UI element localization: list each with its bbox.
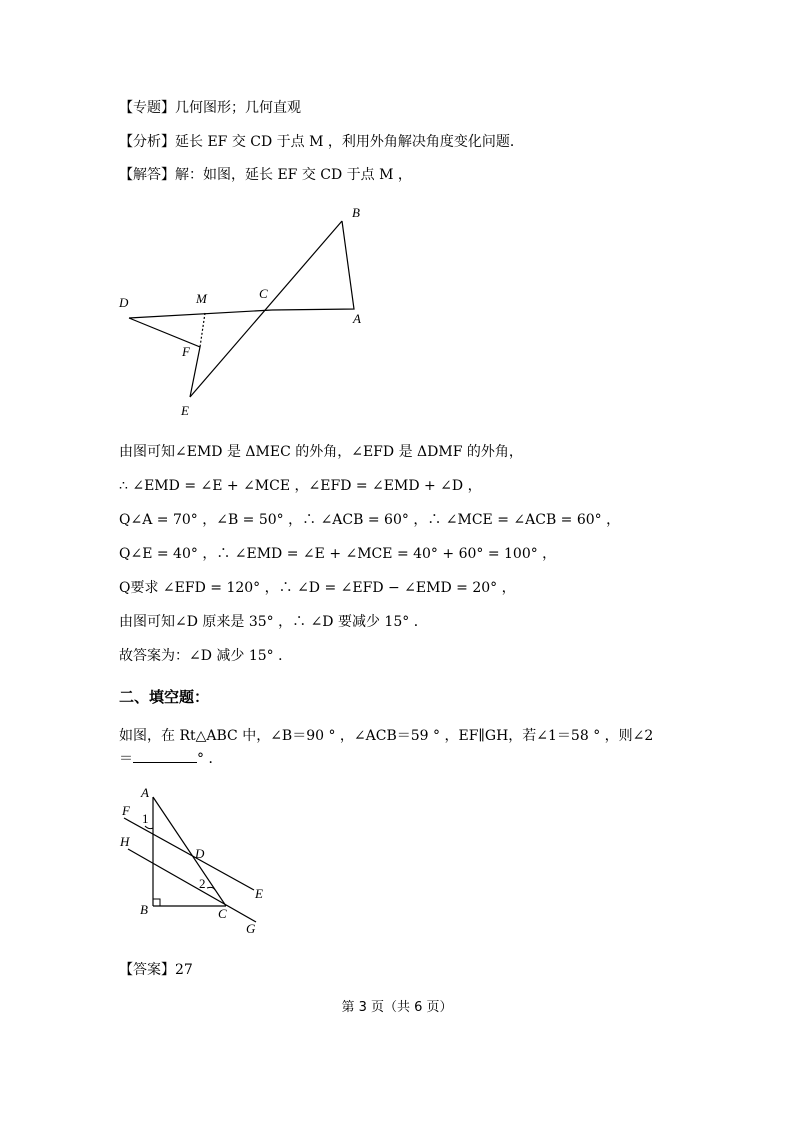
topic-line [119,99,301,117]
line-ef [124,818,254,890]
label-b2: B [140,902,148,917]
label-f2: F [122,803,130,818]
solution-text: 解：如图，延长 EF 交 CD 于点 M ， [175,167,412,183]
label-c2: C [218,906,227,921]
label-b: B [352,205,360,220]
question-suffix: ° ． [197,751,223,767]
solution-tag: 【解答】 [119,167,175,183]
label-a: A [353,311,361,326]
label-d2: D [195,846,205,861]
answer-blank [133,748,197,763]
solution-line [119,166,412,184]
label-c: C [259,286,268,301]
topic-tag: 【专题】 [119,100,175,116]
answer-value: 27 [175,962,193,978]
answer-line [119,961,193,979]
label-a2: A [141,785,149,800]
label-2: 2 [199,876,206,891]
figure-2-diagram [110,780,280,940]
right-angle-mark [153,899,160,906]
section-title: 二、填空题： [119,688,210,706]
analysis-line [119,133,524,151]
label-e: E [181,403,189,418]
step-6: 由图可知∠D 原来是 35° ，∴ ∠D 要减少 15° ． [119,614,428,630]
analysis-text: 延长 EF 交 CD 于点 M ，利用外角解决角度变化问题． [175,134,524,150]
angle-1-arc [145,826,153,829]
step-1: 由图可知∠EMD 是 ΔMEC 的外角，∠EFD 是 ΔDMF 的外角， [119,444,523,460]
step-5: Q要求 ∠EFD = 120° ，∴ ∠D = ∠EFD − ∠EMD = 20° ， [119,580,516,596]
label-h2: H [120,834,130,849]
answer-tag: 【答案】 [119,962,175,978]
step-4: Q∠E = 40° ，∴ ∠EMD = ∠E + ∠MCE = 40° + 60° = 100° ， [119,546,557,562]
figure-1-diagram [110,200,370,425]
topic-text: 几何图形；几何直观 [175,100,301,116]
triangle-abc-lines [272,221,354,310]
label-1: 1 [142,811,149,826]
label-g2: G [246,921,256,936]
label-d: D [119,295,129,310]
page-footer: 第 3 页（共 6 页） [341,1000,453,1015]
line-d-to-e [129,310,272,318]
label-f: F [182,344,190,359]
step-3: Q∠A = 70° ，∠B = 50° ，∴ ∠ACB = 60° ，∴ ∠MCE = ∠ACB = 60° ， [119,512,621,528]
step-7: 故答案为：∠D 减少 15° ． [119,648,293,664]
question-line-1: 如图，在 Rt△ABC 中，∠B＝90 ° ，∠ACB＝59 ° ，EF∥GH，若∠1＝58 ° ，则∠2 [119,728,654,744]
analysis-tag: 【分析】 [119,134,175,150]
label-e2: E [255,886,263,901]
step-2: ∴ ∠EMD = ∠E + ∠MCE ，∠EFD = ∠EMD + ∠D ， [119,478,482,494]
question-prefix: ＝ [119,751,133,767]
label-m: M [196,291,207,306]
question-line-2 [119,748,222,768]
extension-fm [200,313,205,347]
